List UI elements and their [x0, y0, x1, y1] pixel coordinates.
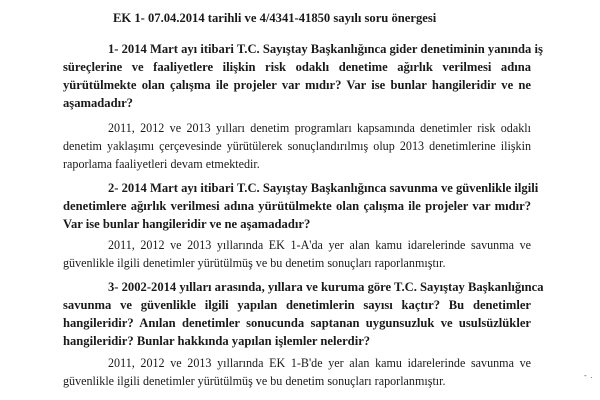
question-1-line-1: 1- 2014 Mart ayı itibari T.C. Sayıştay Başkanlığınca gider denetiminin yanında iş	[108, 42, 543, 56]
question-2-line-2: denetimlere ağırlık verilmesi adına yürütülmekte olan çalışma ile projeler var mıdır?	[63, 199, 531, 213]
margin-mark: - .	[584, 371, 594, 380]
answer-2-line-1: 2011, 2012 ve 2013 yıllarında EK 1-A'da yer alan kamu idarelerinde savunma ve	[108, 238, 531, 252]
answer-3-line-2: güvenlikle ilgili denetimler yürütülmüş ve bu denetim sonuçları raporlanmıştır.	[63, 374, 446, 388]
question-3-line-3: hangileridir? Anılan denetimler sonucunda saptanan uygunsuzluk ve usulsüzlükler	[63, 316, 531, 330]
question-1-line-2: süreçlerine ve faaliyetlere ilişkin risk odaklı denetime ağırlık verilmesi adına	[63, 60, 531, 74]
question-3-line-4: hangileridir? Bunlar hakkında yapılan işlemler nelerdir?	[63, 334, 371, 348]
question-2	[63, 179, 539, 233]
answer-3	[63, 354, 531, 390]
question-1	[63, 40, 543, 112]
question-1-line-3: yürütülmekte olan çalışma ile projeler var mıdır? Var ise bunlar hangileridir ve ne	[63, 78, 531, 92]
question-3-line-1: 3- 2002-2014 yılları arasında, yıllara ve kuruma göre T.C. Sayıştay Başkanlığınca	[108, 280, 544, 294]
question-2-line-1: 2- 2014 Mart ayı itibari T.C. Sayıştay Başkanlığınca savunma ve güvenlikle ilgili	[108, 181, 539, 195]
answer-1	[63, 119, 531, 173]
answer-1-line-3: raporlama faaliyetleri devam etmektedir.	[63, 157, 260, 171]
answer-1-line-1: 2011, 2012 ve 2013 yılları denetim programları kapsamında denetimler risk odaklı	[108, 121, 531, 135]
answer-2-line-2: güvenlikle ilgili denetimler yürütülmüş ve bu denetim sonuçları raporlanmıştır.	[63, 256, 446, 270]
question-2-line-3: Var ise bunlar hangileridir ve ne aşamadadır?	[63, 217, 311, 231]
answer-1-line-2: denetim yaklaşımı çerçevesinde yürütülerek sonuçlandırılmış olup 2013 denetimlerine ilişkin	[63, 139, 531, 153]
document-title: EK 1- 07.04.2014 tarihli ve 4/4341-41850 sayılı soru önergesi	[113, 11, 437, 25]
question-3-line-2: savunma ve güvenlikle ilgili yapılan denetimlerin sayısı kaçtır? Bu denetimler	[63, 298, 531, 312]
answer-2	[63, 236, 531, 272]
question-1-line-4: aşamadadır?	[63, 96, 133, 110]
question-3	[63, 278, 544, 350]
answer-3-line-1: 2011, 2012 ve 2013 yıllarında EK 1-B'de yer alan kamu idarelerinde savunma ve	[108, 356, 531, 370]
